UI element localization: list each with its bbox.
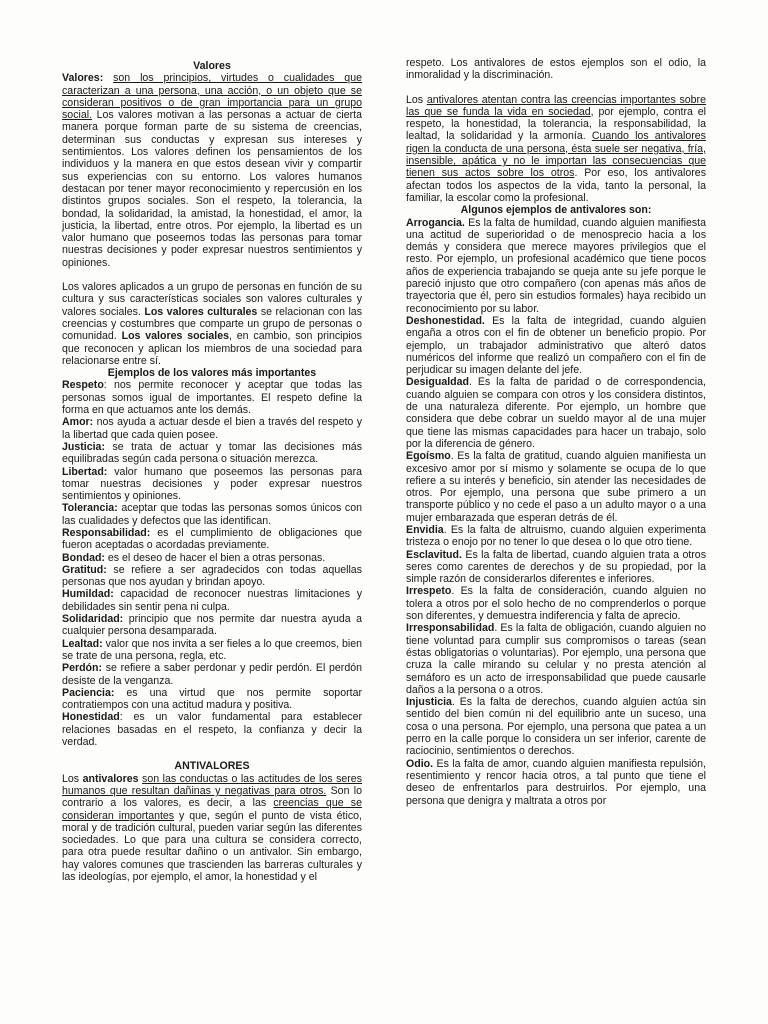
paragraph-text: Los	[62, 772, 80, 785]
antivalues-list	[406, 217, 706, 807]
item-term: Irresponsabilidad	[406, 622, 495, 635]
item-description: : nos permite reconocer y aceptar que todas las personas somos igual de importantes. El respeto define la forma en que actuamos ante los demás.	[62, 379, 362, 417]
underlined-text: creencias que se consideran importantes	[62, 797, 362, 822]
item-term: Egoísmo	[406, 450, 451, 463]
underlined-text: son las conductas o las actitudes de los seres humanos que resultan dañinas y negativas para otros.	[62, 772, 362, 797]
item-description: . Es la falta de derechos, cuando alguien actúa sin sentido del bien común ni del equilibrio ante un suceso, una cosa o una persona. Por ejemplo, una persona que patea a un perro en la calle porque lo considera un ser inferior, carente de raciocinio, sentimientos o derechos.	[406, 696, 706, 758]
list-item	[62, 379, 362, 416]
item-description: principio que nos permite dar nuestra ayuda a cualquier persona desamparada.	[62, 613, 362, 638]
item-description: es una virtud que nos permite soportar contratiempos con una actitud madura y positiva.	[62, 686, 362, 712]
item-term: Respeto	[62, 379, 104, 392]
item-term: Tolerancia:	[62, 502, 118, 515]
underlined-text: Cuando los antivalores rigen la conducta de una persona, ésta suele ser negativa, fría, insensible, apática y no le importan las consecuencias que tienen sus actos sobre los otros	[406, 130, 706, 180]
antivalues-definition	[62, 773, 362, 884]
item-description: valor humano que poseemos las personas para tomar nuestras decisiones y poder expresar nuestros sentimientos y opiniones.	[62, 465, 362, 503]
item-description: Es la falta de amor, cuando alguien manifiesta repulsión, resentimiento y rencor hacia otros, a tal punto que tiene el deseo de enfrentarlos para destruirlos. Por ejemplo, una persona que denigra y maltrata a otros por	[406, 757, 706, 807]
item-term: Perdón:	[62, 662, 103, 675]
item-term: Honestidad	[62, 711, 120, 724]
item-description: es el cumplimiento de obligaciones que fueron aceptadas o acordadas previamente.	[62, 526, 362, 552]
item-term: Deshonestidad.	[406, 314, 485, 327]
item-description: aceptar que todas las personas somos únicos con las cualidades y defectos que las identifican.	[62, 502, 362, 527]
list-item	[62, 564, 362, 589]
item-term: Amor:	[62, 416, 94, 429]
item-description: . Es la falta de consideración, cuando alguien no tolera a otros por el solo hecho de no comprenderlos o porque son diferentes, y demuestra indiferencia y falta de aprecio.	[406, 585, 706, 623]
paragraph-text: , por ejemplo, contra el respeto, la honestidad, la tolerancia, la responsabilidad, la lealtad, la solidaridad y la armonía.	[406, 105, 706, 143]
left-column	[62, 60, 362, 883]
paragraph-text: , en cambio, son principios que reconocen y aplican los miembros de una sociedad para relacionarse entre sí.	[62, 330, 362, 367]
paragraph-text: se relacionan con las creencias y costumbres que comparte un grupo de personas o comunidad.	[62, 305, 362, 343]
item-term: Arrogancia.	[406, 216, 465, 229]
item-term: Desigualdad	[406, 376, 469, 389]
right-column	[406, 57, 706, 807]
list-item	[406, 376, 706, 450]
bold-term: Los valores sociales	[121, 330, 230, 343]
item-term: Libertad:	[62, 465, 108, 478]
list-item	[62, 527, 362, 552]
paragraph-text: Son lo contrario a los valores, es decir, a las	[62, 784, 362, 810]
item-description: . Es la falta de gratitud, cuando alguien manifiesta un excesivo amor por sí mismo y solamente se ocupa de lo que refiere a su interés y beneficio, sin atender las necesidades de otros. Por ejemplo, una persona que sube primero a un transporte público y no cede el paso a un adulto mayor o a una mujer embarazada que esperan detrás de él.	[406, 450, 706, 524]
item-term: Lealtad:	[62, 637, 103, 650]
definition-text: Los valores motivan a las personas a actuar de cierta manera porque forman parte de su sistema de creencias, determinan sus conductas y expresan sus intereses y sentimientos. Los valores definen los pensamientos de los individuos y la manera en que estos desean vivir y compartir sus experiencias con su entorno. Los valores humanos destacan por tener mayor reconocimiento y repercusión en los distintos grupos sociales. Son el respeto, la tolerancia, la bondad, la solidaridad, la amistad, la honestidad, el amor, la justicia, la libertad, entre otros. Por ejemplo, la libertad es un valor humano que poseemos todas las personas para tomar nuestras decisiones y poder expresar nuestros sentimientos y opiniones.	[62, 109, 362, 269]
list-item	[62, 687, 362, 712]
list-item	[406, 450, 706, 524]
paragraph-text: Los valores aplicados a un grupo de personas en función de su cultura y sus características sociales son valores culturales y valores sociales.	[62, 281, 362, 318]
item-term: Irrespeto	[406, 585, 452, 598]
paragraph-text: . Por eso, los antivalores afectan todos los aspectos de la vida, tanto la personal, la familiar, la escolar como la profesional.	[406, 167, 706, 204]
list-item	[62, 416, 362, 441]
antivalues-effects-paragraph	[406, 94, 706, 205]
definition-term: Valores:	[62, 72, 104, 85]
item-description: se trata de actuar y tomar las decisiones más equilibradas según cada persona o situación merezca.	[62, 440, 362, 466]
item-description: : es un valor fundamental para establecer relaciones basadas en el respeto, la confianza y decir la verdad.	[62, 711, 362, 749]
antivalues-examples-heading: Algunos ejemplos de antivalores son:	[460, 204, 652, 217]
item-term: Envidia	[406, 523, 444, 536]
list-item	[62, 441, 362, 466]
item-description: . Es la falta de obligación, cuando alguien no tiene voluntad para cumplir sus compromisos o tareas (sean éstas obligatorias o voluntarias). Por ejemplo, una persona que cruza la calle mirando su celular y no presta atención al semáforo es un acto de irresponsabilidad que puede causarle daños a la persona o a otros.	[406, 622, 706, 696]
list-item	[62, 552, 362, 564]
list-item	[62, 588, 362, 613]
paragraph-text: y que, según el punto de vista ético, moral y de tradición cultural, pueden variar según las diferentes sociedades. Lo que para una cultura se considera correcto, para otra puede resultar dañino o un antivalor. Sin embargo, hay valores comunes que trascienden las barreras culturales y las ideologías, por ejemplo, el amor, la honestidad y el	[62, 809, 362, 883]
item-description: se refiere a saber perdonar y pedir perdón. El perdón desiste de la venganza.	[62, 662, 362, 687]
list-item	[406, 585, 706, 622]
list-item	[406, 622, 706, 696]
item-description: Es la falta de humildad, cuando alguien manifiesta una actitud de superioridad o de menosprecio hacia a los demás y considera que merece mayores privilegios que el resto. Por ejemplo, un profesional académico que tiene pocos años de experiencia trabajando se queja ante su jefe porque le pareció injusto que otro compañero (con apenas más años de trayectoria que él, pero sin estudios formales) haya recibido un reconocimiento por su labor.	[406, 216, 706, 315]
list-item	[62, 711, 362, 748]
list-item	[406, 315, 706, 376]
item-term: Solidaridad:	[62, 613, 124, 626]
item-description: . Es la falta de altruismo, cuando alguien experimenta tristeza o enojo por no tener lo que desea o lo que otro tiene.	[406, 523, 706, 549]
continuation-paragraph: respeto. Los antivalores de estos ejemplos son el odio, la inmoralidad y la discriminación.	[406, 57, 706, 82]
item-term: Humildad:	[62, 588, 114, 601]
list-item	[62, 613, 362, 638]
list-item	[62, 502, 362, 527]
bold-term: antivalores	[82, 772, 139, 785]
item-description: capacidad de reconocer nuestras limitaciones y debilidades sin sentir pena ni culpa.	[62, 588, 362, 613]
item-term: Injusticia	[406, 696, 452, 709]
definition-underlined: son los principios, virtudes o cualidades que caracterizan a una persona, una acción, o un objeto que se consideran positivos o de gran importancia para un grupo social.	[62, 72, 362, 122]
list-item	[406, 217, 706, 315]
values-list	[62, 379, 362, 748]
list-item	[62, 662, 362, 687]
underlined-text: antivalores atentan contra las creencias importantes sobre las que se funda la vida en sociedad	[406, 93, 706, 118]
list-item	[62, 638, 362, 663]
item-description: Es la falta de integridad, cuando alguien engaña a otros con el fin de obtener un beneficio propio. Por ejemplo, un trabajador administrativo que alteró datos numéricos del informe que realizó un compañero con el fin de perjudicar su imagen delante del jefe.	[406, 314, 706, 377]
paragraph-text: Los	[406, 93, 424, 106]
page-title: Valores	[193, 60, 231, 72]
item-term: Justicia:	[62, 440, 105, 453]
list-item	[62, 466, 362, 503]
list-item	[406, 758, 706, 807]
values-examples-heading: Ejemplos de los valores más importantes	[107, 367, 317, 380]
item-term: Bondad:	[62, 551, 105, 564]
item-term: Paciencia:	[62, 686, 115, 699]
item-description: Es la falta de libertad, cuando alguien trata a otros seres como carentes de derechos y de su propiedad, por la simple razón de considerarlos diferentes e inferiores.	[406, 548, 706, 586]
list-item	[406, 524, 706, 549]
item-description: es el deseo de hacer el bien a otras personas.	[104, 551, 326, 564]
item-term: Odio.	[406, 757, 434, 770]
antivalues-heading: ANTIVALORES	[174, 760, 250, 773]
values-definition	[62, 72, 362, 269]
list-item	[406, 549, 706, 586]
item-description: valor que nos invita a ser fieles a lo que creemos, bien se trate de una persona, regla, etc.	[62, 637, 362, 662]
cultural-social-paragraph	[62, 281, 362, 367]
item-description: nos ayuda a actuar desde el bien a través del respeto y la libertad que cada quien posee.	[62, 416, 362, 441]
bold-term: Los valores culturales	[144, 305, 258, 318]
list-item	[406, 696, 706, 757]
item-term: Gratitud:	[62, 563, 107, 576]
item-description: se refiere a ser agradecidos con todas aquellas personas que nos ayudan y brindan apoyo.	[62, 563, 362, 589]
item-term: Responsabilidad:	[62, 526, 151, 539]
item-description: . Es la falta de paridad o de correspondencia, cuando alguien se compara con otros y los considera distintos, de una naturaleza diferente. Por ejemplo, un hombre que considera que debe cobrar un sueldo mayor al de una mujer que tiene las mismas capacidades para hacer un trabajo, solo por la diferencia de género.	[406, 376, 706, 450]
item-term: Esclavitud.	[406, 548, 462, 561]
